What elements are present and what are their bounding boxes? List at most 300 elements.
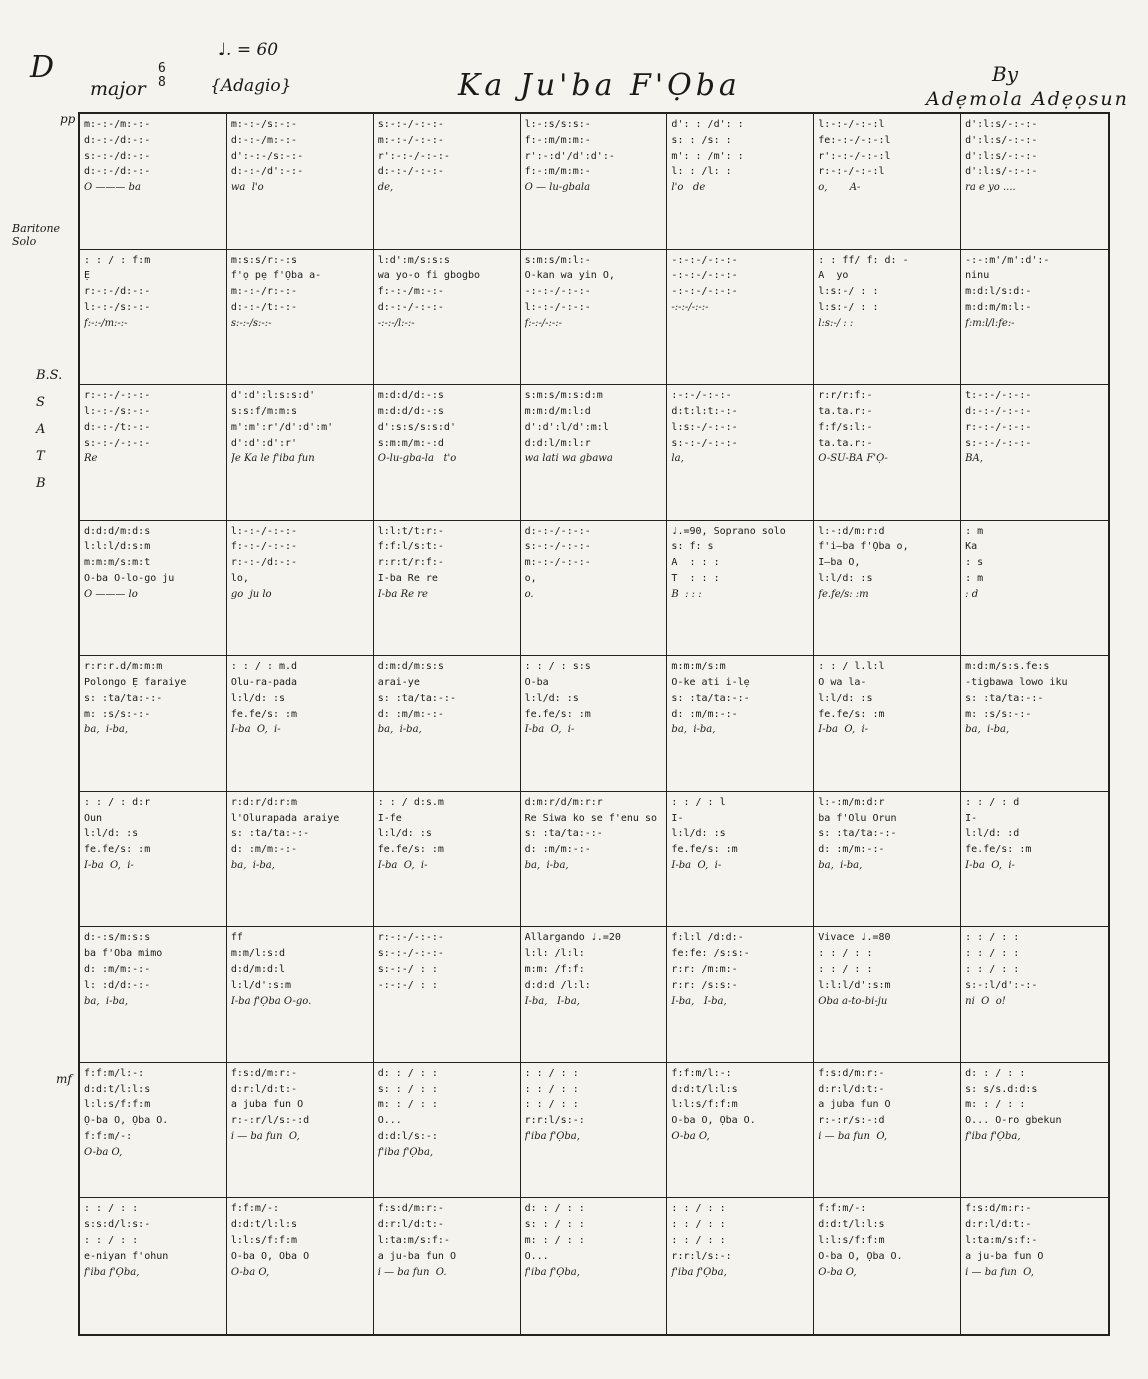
solfa-line: d:r:l/d:t:- <box>377 1219 444 1231</box>
solfa-line: Ọ-ba O, Ọba O. <box>84 1115 169 1127</box>
solfa-line: m:-:-/-:-:- <box>377 134 444 146</box>
solfa-line: : : / : : <box>524 1067 579 1079</box>
solfa-line: :-:-/-:-:- <box>671 390 732 402</box>
solfa-line: : : / l.l:l <box>818 661 885 673</box>
score-cell <box>374 385 521 521</box>
solfa-line: d:-:s/m:s:s <box>84 932 151 944</box>
solfa-line: d:-:-/m:-:- <box>230 134 298 146</box>
solfa-line: O-ba O, <box>671 1131 710 1143</box>
solfa-line: T : : : <box>671 573 720 585</box>
solfa-line: l:s:-/-:-:- <box>671 421 738 433</box>
solfa-line: arai-ye <box>377 677 420 689</box>
solfa-line: ba, i-ba, <box>524 859 569 871</box>
score-cell <box>667 1198 814 1334</box>
score-cell <box>814 927 961 1063</box>
solfa-line: : m <box>965 573 984 585</box>
solfa-line: r:d:r/d:r:m <box>230 796 298 808</box>
solfa-line: f'iba f'Ọba, <box>84 1266 140 1278</box>
solfa-line: f:-:-/m:-:- <box>377 286 444 298</box>
solfa-line: ta.ta.r:- <box>818 405 873 417</box>
solfa-line: m:-:-/s:-:- <box>230 119 298 130</box>
score-cell <box>667 521 814 657</box>
solfa-line: I-ba O, i- <box>671 859 722 871</box>
satb-label: B.S. S A T B <box>36 368 63 491</box>
solfa-line: -:-:-/ : : <box>377 979 438 991</box>
solfa-line: m: :s/s:-:- <box>84 708 151 720</box>
solfa-line: : : / : : <box>965 932 1020 944</box>
solfa-line: l:-:m/m:d:r <box>818 796 885 808</box>
solfa-line: l:-:-/s:-:- <box>84 301 151 313</box>
solfa-line: s:-:-/ : : <box>377 963 438 975</box>
solfa-line: : m <box>965 525 984 537</box>
score-cell <box>521 114 668 250</box>
solfa-line: : s <box>965 557 984 569</box>
solfa-line: d: :m/m:-:- <box>230 844 298 856</box>
solfa-line: O ——— ba <box>84 182 141 194</box>
solfa-line: d:m:r/d/m:r:r <box>524 796 603 808</box>
solfa-line: m: :s/s:-:- <box>965 708 1032 720</box>
score-cell <box>814 521 961 657</box>
solfa-line: fe:-:-/-:-:l <box>818 134 891 146</box>
solfa-line: a juba fun O <box>230 1099 304 1111</box>
solfa-line: d: :m/m:-:- <box>818 844 885 856</box>
solfa-line: m:m:m/s:m <box>671 661 726 673</box>
solfa-line: l:-:-/-:-:- <box>524 301 591 313</box>
solfa-line: l:l: /l:l: <box>524 948 585 960</box>
solfa-line: s:-:-/-:-:- <box>84 437 151 449</box>
score-cell <box>80 656 227 792</box>
solfa-line: s:-:-/-:-:- <box>671 437 738 449</box>
solfa-line: r':-:d'/d':d':- <box>524 150 615 162</box>
solfa-line: m: : / : : <box>377 1099 438 1111</box>
solfa-line: d:r:l/d:t:- <box>230 1083 298 1095</box>
score-cell <box>814 250 961 386</box>
score-cell <box>80 250 227 386</box>
solfa-line: : : / : : <box>84 1235 139 1247</box>
solfa-line: lo, <box>230 573 249 585</box>
solfa-line: O-ke ati i-lẹ <box>671 677 750 689</box>
solfa-line: i — ba fun O, <box>965 1266 1034 1278</box>
solfa-line: r:-:-/-:-:- <box>84 390 151 402</box>
solfa-line: m:s:s/r:-:s <box>230 254 298 266</box>
solfa-line: fe.fe/s: :m <box>965 844 1032 856</box>
solfa-line: d':d':l/d':m:l <box>524 421 609 433</box>
solfa-line: ba, i-ba, <box>230 859 275 871</box>
solfa-line: I-ba O, i- <box>84 859 134 871</box>
solfa-line: d':s:s/s:s:d' <box>377 421 456 433</box>
solfa-line: fe.fe/s: :m <box>377 844 444 856</box>
solfa-line: s:m:s/m:l:- <box>524 254 591 266</box>
solfa-line: f'iba f'Ọba, <box>524 1131 580 1143</box>
solfa-line: s: :ta/ta:-:- <box>671 692 750 704</box>
solfa-line: ba, i-ba, <box>84 724 129 736</box>
score-cell <box>521 385 668 521</box>
solfa-line: l:l/d: :s <box>671 828 726 840</box>
dynamic-pp: pp <box>60 112 76 126</box>
solfa-line: f:s:d/m:r:- <box>230 1067 298 1079</box>
solfa-line: ba f'Olu Orun <box>818 812 897 824</box>
solfa-line: l:l/d: :s <box>524 692 579 704</box>
score-cell <box>374 521 521 657</box>
solfa-line: O-ba O, Ọba O. <box>818 1250 903 1262</box>
solfa-line: d':-:-/s:-:- <box>230 150 304 162</box>
solfa-line: i — ba fun O, <box>230 1131 300 1143</box>
solfa-line: d: :m/m:-:- <box>524 844 591 856</box>
solfa-line: l: :d/d:-:- <box>84 979 151 991</box>
score-cell <box>961 927 1108 1063</box>
score-cell <box>814 114 961 250</box>
score-cell <box>814 656 961 792</box>
solfa-line: : : / : : <box>524 1099 579 1111</box>
solfa-line: f:f:m/-: <box>84 1131 133 1143</box>
solfa-line: d:d:l/m:l:r <box>524 437 591 449</box>
solfa-line: f:s:d/m:r:- <box>818 1067 885 1079</box>
solfa-line: A yo <box>818 270 849 282</box>
solfa-line: I-ba, I-ba, <box>524 995 580 1007</box>
solfa-line: fe:fe: /s:s:- <box>671 948 750 960</box>
solfa-line: m:m: /f:f: <box>524 963 585 975</box>
solfa-line: -:-:-/-:-:- <box>671 254 738 266</box>
solfa-line: o, A- <box>818 182 861 194</box>
solfa-line: i — ba fun O, <box>818 1131 888 1143</box>
score-cell <box>227 792 374 928</box>
solfa-line: f'iba f'Ọba, <box>524 1266 580 1278</box>
dynamic-mf: mf <box>56 1072 72 1086</box>
score-cell <box>521 656 668 792</box>
score-cell <box>814 385 961 521</box>
solfa-line: s: :ta/ta:-:- <box>965 692 1044 704</box>
solfa-line: -:-:-/-:-:- <box>671 270 738 282</box>
score-cell <box>227 927 374 1063</box>
solfa-line: r:-:r/s:-:d <box>818 1115 885 1127</box>
score-cell <box>961 1198 1108 1334</box>
score-header <box>0 0 1148 110</box>
solfa-line: l:l:l/d':s:m <box>818 979 891 991</box>
solfa-line: wa yo-o fi gbogbo <box>377 270 481 282</box>
solfa-line: I-ba f'Ọba O-go. <box>230 995 312 1007</box>
solfa-line: : : / : s:s <box>524 661 591 673</box>
score-cell <box>374 114 521 250</box>
solfa-line: s: :ta/ta:-:- <box>84 692 163 704</box>
solfa-line: f'iba f'Ọba, <box>671 1266 727 1278</box>
solfa-line: r':-:-/-:-:- <box>377 150 450 162</box>
solfa-line: d:d:d /l:l: <box>524 979 591 991</box>
solfa-line: I- <box>671 812 684 824</box>
solfa-line: : : / : d <box>965 796 1020 808</box>
solfa-line: l:l/d: :s <box>84 828 139 840</box>
solfa-line: a ju-ba fun O <box>377 1250 456 1262</box>
solfa-line: l:ta:m/s:f:- <box>965 1235 1038 1247</box>
solfa-line: O-kan wa yin O, <box>524 270 615 282</box>
solfa-line: ff <box>230 932 243 944</box>
solfa-line: l:l:s/f:f:m <box>818 1235 885 1247</box>
solfa-line: fe.fe/s: :m <box>524 708 591 720</box>
solfa-line: s: : /s: : <box>671 134 732 146</box>
score-cell <box>374 656 521 792</box>
solfa-line: s: :ta/ta:-:- <box>524 828 603 840</box>
solfa-line: d:r:l/d:t:- <box>965 1219 1032 1231</box>
solfa-line: : : / : : <box>818 948 873 960</box>
solfa-line: I-ba O, i- <box>965 859 1015 871</box>
solfa-line: f'iba f'Ọba, <box>965 1131 1021 1143</box>
solfa-line: : : / : : <box>818 963 873 975</box>
score-cell <box>961 521 1108 657</box>
score-cell <box>80 1063 227 1199</box>
score-cell <box>521 250 668 386</box>
score-cell <box>227 385 374 521</box>
score-cell <box>814 792 961 928</box>
score-cell <box>521 927 668 1063</box>
solfa-line: ninu <box>965 270 990 282</box>
solfa-line: m:m/l:s:d <box>230 948 286 960</box>
solfa-line: : : / : : <box>671 1219 726 1231</box>
solfa-line: s:s:f/m:m:s <box>230 405 298 417</box>
solfa-line: O-ba O-lo-go ju <box>84 573 175 585</box>
solfa-line: d:d:t/l:l:s <box>230 1219 298 1231</box>
solfa-line: O... <box>377 1115 402 1127</box>
solfa-line: fe.fe/s: :m <box>84 844 151 856</box>
solfa-line: Re <box>84 453 98 465</box>
score-cell <box>374 1198 521 1334</box>
solfa-line: l:l/d':s:m <box>230 979 292 991</box>
solfa-line: d':d':d':r' <box>230 437 298 449</box>
solfa-line: d:-:-/t:-:- <box>84 421 151 433</box>
solfa-line: s: :ta/ta:-:- <box>818 828 897 840</box>
solfa-line: f:f:m/-: <box>230 1203 280 1215</box>
score-cell <box>961 114 1108 250</box>
solfa-line: la, <box>671 453 684 465</box>
solfa-line: l:-:-/-:-:l <box>818 119 885 130</box>
solfa-line: s:-:-/-:-:- <box>965 437 1032 449</box>
solfa-line: O ——— lo <box>84 588 138 600</box>
solfa-line: f:-:-/m:-:- <box>84 317 128 329</box>
score-cell <box>961 792 1108 928</box>
solfa-line: d:d:l/s:-: <box>377 1131 438 1143</box>
solfa-line: -:-:-/-:-:- <box>671 286 738 298</box>
solfa-line: m:d:d/d:-:s <box>377 390 444 402</box>
solfa-line: Ka <box>965 541 978 553</box>
score-cell <box>80 521 227 657</box>
solfa-line: l:s:-/ : : <box>818 301 879 313</box>
solfa-line: l:l:s/f:f:m <box>84 1099 151 1111</box>
solfa-line: I-ba O, i- <box>377 859 428 871</box>
solfa-line: s:-:l/d':-:- <box>965 979 1038 991</box>
solfa-line: d:d:t/l:l:s <box>818 1219 885 1231</box>
solfa-line: l:l:t/t:r:- <box>377 525 444 537</box>
score-cell <box>521 1063 668 1199</box>
score-cell <box>374 250 521 386</box>
time-signature: 6 8 <box>158 61 166 90</box>
solfa-line: s:-:-/d:-:- <box>84 150 151 162</box>
solfa-line: a juba fun O <box>818 1099 891 1111</box>
solfa-line: O-ba O, Ọba O. <box>671 1115 756 1127</box>
solfa-line: o. <box>524 588 534 600</box>
tempo-marking: ♩. = 60 <box>218 40 279 60</box>
solfa-line: : : / : : <box>965 963 1020 975</box>
by-label: By <box>992 62 1018 86</box>
solfa-line: l:l/d: :d <box>965 828 1020 840</box>
solfa-line: go ju lo <box>230 588 272 600</box>
solfa-line: d: :m/m:-:- <box>671 708 738 720</box>
score-cell <box>227 250 374 386</box>
solfa-line: f:s:d/m:r:- <box>965 1203 1032 1215</box>
solfa-line: Oun <box>84 812 103 824</box>
solfa-line: o, <box>524 573 537 585</box>
key-word: major <box>90 78 146 100</box>
solfa-line: d:-:-/d:-:- <box>84 134 151 146</box>
solfa-line: ba, i-ba, <box>377 724 422 736</box>
solfa-line: d:-:-/t:-:- <box>230 301 298 313</box>
score-cell <box>227 1063 374 1199</box>
solfa-line: Je Ka le f'iba fun <box>230 453 315 465</box>
solfa-line: O... O-ro gbekun <box>965 1115 1062 1127</box>
score-cell <box>961 1063 1108 1199</box>
solfa-line: s:-:-/-:-:- <box>377 119 444 130</box>
solfa-line: fe.fe/s: :m <box>671 844 738 856</box>
score-cell <box>374 927 521 1063</box>
solfa-line: f:s:d/m:r:- <box>377 1203 444 1215</box>
solfa-line: O-SU-BA F'Ọ- <box>818 453 888 465</box>
solfa-line: l: : /l: : <box>671 166 732 178</box>
solfa-line: d:r:l/d:t:- <box>818 1083 885 1095</box>
solfa-line: l:l:s/f:f:m <box>230 1235 298 1247</box>
solfa-line: f:f:m/-: <box>818 1203 867 1215</box>
solfa-line: l:s:-/ : : <box>818 286 879 298</box>
score-cell <box>814 1198 961 1334</box>
solfa-line: e-niyan f'ohun <box>84 1250 169 1262</box>
solfa-line: d':l:s/-:-:- <box>965 166 1038 178</box>
solfa-line: l:ta:m/s:f:- <box>377 1235 450 1247</box>
solfa-line: d: :m/m:-:- <box>84 963 151 975</box>
solfa-line: : : / : : <box>671 1235 726 1247</box>
solfa-line: l:-:-/-:-:- <box>230 525 298 537</box>
solfa-line: f'iba f'Ọba, <box>377 1146 434 1158</box>
solfa-line: r:-:-/d:-:- <box>84 286 151 298</box>
solfa-line: fe.fe/s: :m <box>818 708 885 720</box>
solfa-line: l:l:s/f:f:m <box>671 1099 738 1111</box>
solfa-line: d:-:-/-:-:- <box>377 301 444 313</box>
solfa-line: BA, <box>965 453 983 465</box>
solfa-line: ba, i-ba, <box>671 724 716 736</box>
solfa-line: m:d:m/m:l:- <box>965 301 1032 313</box>
solfa-line: A : : : <box>671 557 720 569</box>
solfa-line: l:l/d: :s <box>818 573 873 585</box>
solfa-line: l:-:d/m:r:d <box>818 525 885 537</box>
score-cell <box>667 927 814 1063</box>
score-cell <box>667 385 814 521</box>
solfa-line: s:-:-/-:-:- <box>377 948 444 960</box>
solfa-line: Olu-ra-pada <box>230 677 298 689</box>
score-cell <box>961 250 1108 386</box>
solfa-line: d:t:l:t:-:- <box>671 405 738 417</box>
solfa-line: l:l:l/d:s:m <box>84 541 151 553</box>
solfa-line: f:-:-/-:-:- <box>230 541 298 553</box>
solfa-line: ta.ta.r:- <box>818 437 873 449</box>
voice-labels <box>0 110 78 1340</box>
solfa-line: : : / : : <box>671 1203 726 1215</box>
solfa-line: -:-:-/-:-:- <box>671 301 709 313</box>
solfa-line: O-ba O, <box>818 1266 857 1278</box>
key-letter: D <box>30 50 55 85</box>
solfa-line: ♩.=90, Soprano solo <box>671 525 786 537</box>
score-cell <box>667 114 814 250</box>
solfa-line: d:-:-/d':-:- <box>230 166 304 178</box>
solfa-line: s: : / : : <box>524 1219 585 1231</box>
solfa-line: d:-:-/-:-:- <box>965 405 1032 417</box>
solfa-line: f:l:l /d:d:- <box>671 932 744 944</box>
solfa-line: s:s:d/l:s:- <box>84 1219 151 1231</box>
score-cell <box>521 1198 668 1334</box>
solfa-line: l'Olurapada araiye <box>230 812 340 824</box>
score-cell <box>961 656 1108 792</box>
solfa-line: r:-:-/-:-:- <box>377 932 444 944</box>
solfa-line: l:l/d: :s <box>818 692 873 704</box>
solfa-line: m': : /m': : <box>671 150 744 162</box>
solfa-line: -:-:m'/m':d':- <box>965 254 1050 266</box>
solfa-line: : : / : : <box>84 1203 139 1215</box>
solfa-line: s: : / : : <box>377 1083 438 1095</box>
tempo-word: {Adagio} <box>210 76 292 96</box>
solfa-line: d':l:s/-:-:- <box>965 150 1038 162</box>
solfa-line: I- <box>965 812 978 824</box>
solfa-line: O... <box>524 1250 549 1262</box>
solfa-line: fe.fe/s: :m <box>818 588 869 600</box>
solfa-line: d:d:d/m:d:s <box>84 525 151 537</box>
solfa-line: r:r: /s:s:- <box>671 979 738 991</box>
score-cell <box>80 114 227 250</box>
solfa-line: s:m:s/m:s:d:m <box>524 390 603 402</box>
solfa-line: l'o de <box>671 182 706 194</box>
solfa-line: r:-:-/-:-:l <box>818 166 885 178</box>
solfa-line: r:-:-/-:-:- <box>965 421 1032 433</box>
solfa-line: ni O o! <box>965 995 1006 1007</box>
solfa-line: d:-:-/-:-:- <box>524 525 591 537</box>
solfa-line: d:d:t/l:l:s <box>84 1083 151 1095</box>
solfa-line: ba f'Oba mimo <box>84 948 163 960</box>
solfa-line: d:m:d/m:s:s <box>377 661 444 673</box>
solfa-line: f:-:m/m:m:- <box>524 166 591 178</box>
solfa-line: : : ff/ f: d: - <box>818 254 909 266</box>
solfa-line: f:m:l/l:fe:- <box>965 317 1015 329</box>
solfa-score-grid <box>78 112 1110 1336</box>
solfa-line: d:d/m:d:l <box>230 963 286 975</box>
solfa-line: l:-:-/s:-:- <box>84 405 151 417</box>
solfa-line: l:-:s/s:s:- <box>524 119 591 130</box>
solfa-line: : : / : d:r <box>84 796 151 808</box>
solfa-line: I-ba O, i- <box>230 724 281 736</box>
solfa-line: : : / : m.d <box>230 661 298 673</box>
solfa-line: : : / d:s.m <box>377 796 444 808</box>
solfa-line: a ju-ba fun O <box>965 1250 1044 1262</box>
score-cell <box>667 1063 814 1199</box>
solfa-line: ba, i-ba, <box>965 724 1010 736</box>
solfa-line: l:l/d: :s <box>377 828 432 840</box>
solfa-line: m:-:-/-:-:- <box>524 557 591 569</box>
solfa-line: d: :m/m:-:- <box>377 708 444 720</box>
solfa-line: d':d':l:s:s:d' <box>230 390 316 402</box>
solfa-line: O-ba <box>524 677 549 689</box>
solfa-line: ba, i-ba, <box>818 859 863 871</box>
solfa-line: de, <box>377 182 394 194</box>
solfa-line: -:-:-/l:-:- <box>377 317 415 329</box>
solfa-line: m:m:m/s:m:t <box>84 557 151 569</box>
solfa-line: l:d':m/s:s:s <box>377 254 450 266</box>
solfa-line: s:-:-/-:-:- <box>524 541 591 553</box>
solfa-line: f:f:m/l:-: <box>84 1067 145 1079</box>
solfa-line: s:-:-/s:-:- <box>230 317 272 329</box>
score-cell <box>521 792 668 928</box>
solfa-line: d':l:s/-:-:- <box>965 134 1038 146</box>
